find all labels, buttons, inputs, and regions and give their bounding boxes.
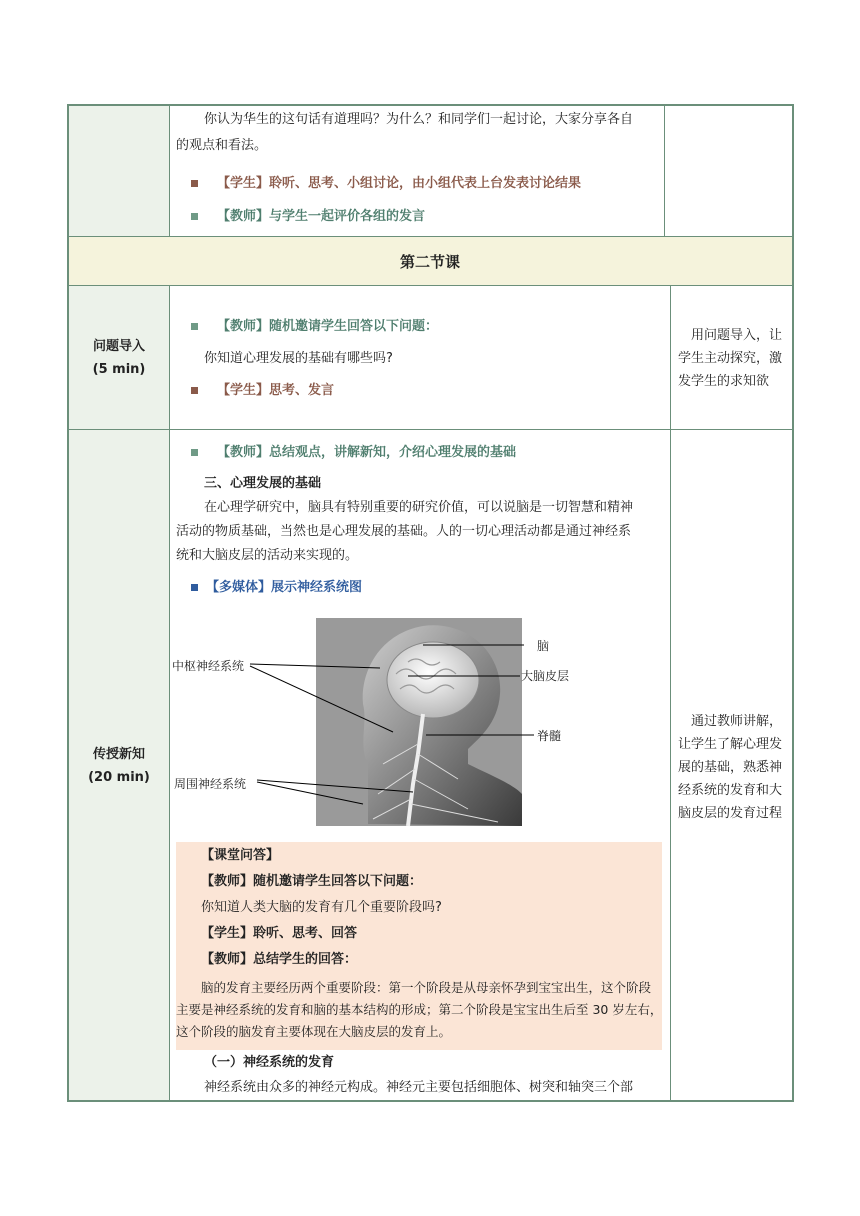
top-paragraph-line1: 你认为华生的这句话有道理吗？为什么？和同学们一起讨论，大家分享各自 (204, 112, 634, 127)
bullet-icon (191, 449, 198, 456)
qa-question: 你知道人类大脑的发育有几个重要阶段吗? (201, 900, 442, 915)
col-divider-1-top (169, 104, 170, 237)
new-time: (20 min) (88, 770, 150, 785)
bullet-icon (191, 213, 198, 220)
new-heading: 三、心理发展的基础 (204, 476, 322, 491)
qa-answer-line1: 脑的发育主要经历两个重要阶段：第一个阶段是从母亲怀孕到宝宝出生，这个阶段 (201, 980, 652, 995)
row-divider-1 (67, 236, 794, 237)
new-note-line2: 让学生了解心理发 (678, 737, 783, 752)
new-last-paragraph: 神经系统由众多的神经元构成。神经元主要包括细胞体、树突和轴突三个部 (204, 1080, 634, 1095)
row-divider-2 (67, 285, 794, 286)
qa-teacher-question: 【教师】随机邀请学生回答以下问题： (201, 874, 423, 889)
new-note-line5: 脑皮层的发育过程 (678, 806, 783, 821)
label-brain: 脑 (537, 639, 550, 653)
brain-shape (387, 642, 479, 718)
intro-note-line3: 发学生的求知欲 (678, 374, 770, 389)
intro-time: (5 min) (92, 362, 146, 377)
label-cns: 中枢神经系统 (172, 659, 245, 673)
intro-teacher: 【教师】随机邀请学生回答以下问题： (217, 319, 439, 334)
qa-answer-line2: 主要是神经系统的发育和脑的基本结构的形成；第二个阶段是宝宝出生后至 30 岁左右， (176, 1002, 663, 1017)
new-label: 传授新知 (92, 747, 145, 762)
new-note-line1: 通过教师讲解， (691, 714, 783, 729)
label-spinal: 脊髓 (537, 729, 562, 743)
new-para-line1: 在心理学研究中，脑具有特别重要的研究价值，可以说脑是一切智慧和精神 (204, 500, 634, 515)
new-note-line3: 展的基础，熟悉神 (678, 760, 783, 775)
intro-note-line2: 学生主动探究，激 (678, 351, 783, 366)
col-divider-2-top (664, 104, 665, 237)
top-student-activity: 【学生】聆听、思考、小组讨论，由小组代表上台发表讨论结果 (217, 176, 582, 191)
bullet-icon (191, 180, 198, 187)
label-cortex: 大脑皮层 (521, 669, 570, 683)
intro-label: 问题导入 (92, 339, 145, 354)
col-divider-2-mid (670, 285, 671, 1102)
new-para-line2: 活动的物质基础，当然也是心理发展的基础。人的一切心理活动都是通过神经系 (176, 524, 632, 539)
intro-question: 你知道心理发展的基础有哪些吗? (204, 351, 393, 366)
intro-student: 【学生】思考、发言 (217, 383, 335, 398)
qa-student: 【学生】聆听、思考、回答 (201, 926, 358, 941)
qa-teacher-summary: 【教师】总结学生的回答： (201, 952, 358, 967)
bullet-icon (191, 323, 198, 330)
bullet-icon (191, 584, 198, 591)
top-paragraph-line2: 的观点和看法。 (176, 138, 268, 153)
qa-title: 【课堂问答】 (201, 848, 280, 863)
new-note-line4: 经系统的发育和大 (678, 783, 783, 798)
label-pns: 周围神经系统 (174, 777, 247, 791)
new-teacher: 【教师】总结观点，讲解新知，介绍心理发展的基础 (217, 445, 517, 460)
bullet-icon (191, 387, 198, 394)
intro-note-line1: 用问题导入，让 (691, 328, 783, 343)
new-para-line3: 统和大脑皮层的活动来实现的。 (176, 548, 359, 563)
top-teacher-activity: 【教师】与学生一起评价各组的发言 (217, 209, 426, 224)
nervous-system-figure (168, 614, 668, 829)
new-media: 【多媒体】展示神经系统图 (206, 580, 363, 595)
new-subheading: （一）神经系统的发育 (204, 1055, 335, 1070)
qa-answer-line3: 这个阶段的脑发育主要体现在大脑皮层的发育上。 (176, 1024, 452, 1039)
left-cell-top (69, 106, 169, 236)
section-title: 第二节课 (399, 253, 460, 271)
row-divider-3 (67, 429, 794, 430)
